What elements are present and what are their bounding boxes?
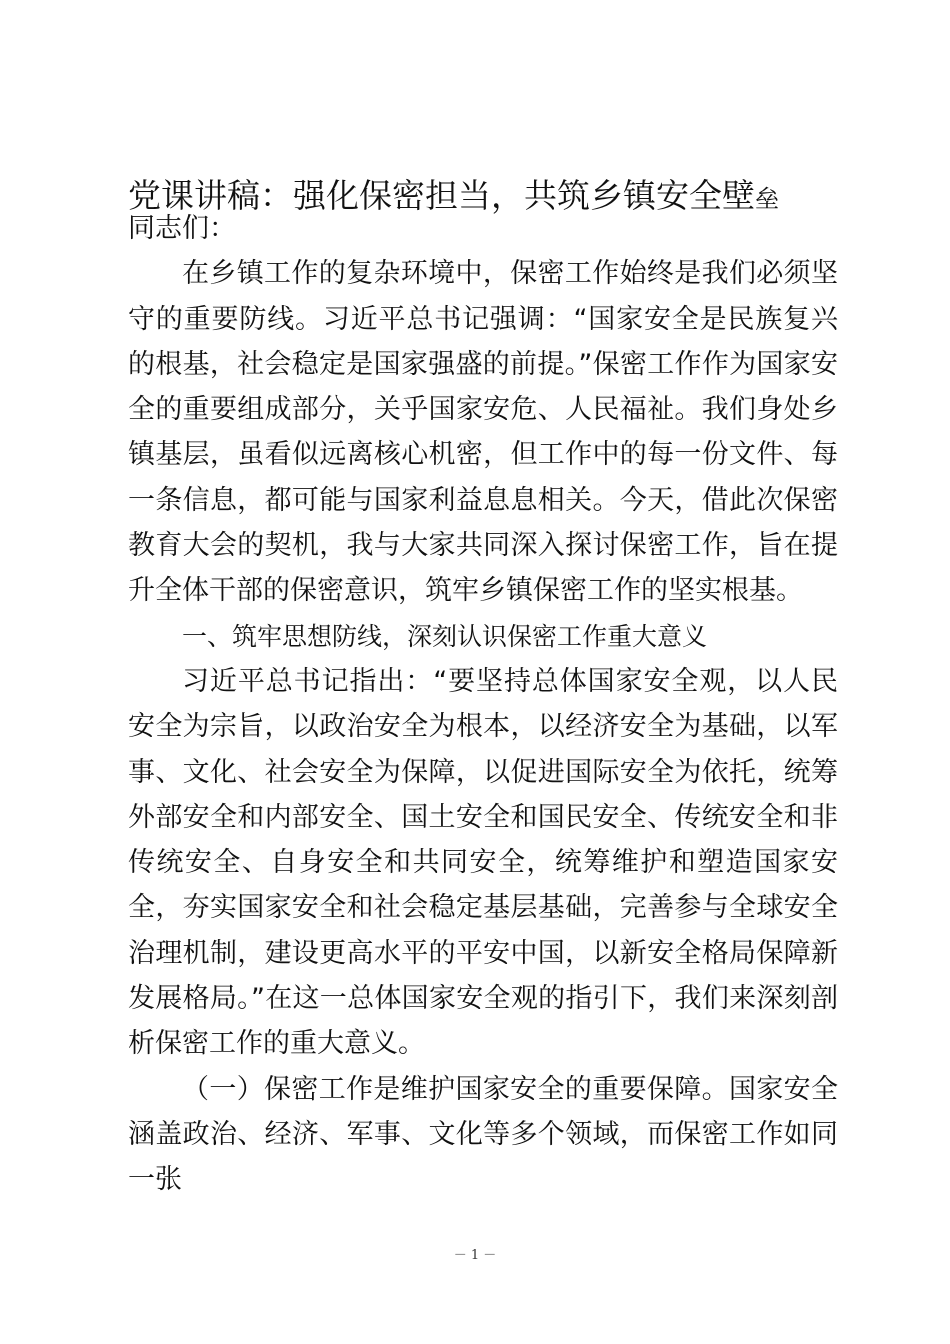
paragraph-subsection-1: （一）保密工作是维护国家安全的重要保障。国家安全涵盖政治、经济、军事、文化等多个领域，而保密工作如同一张 (128, 1073, 838, 1196)
greeting: 同志们： (128, 213, 236, 244)
paragraph-quote: 习近平总书记指出：“要坚持总体国家安全观，以人民安全为宗旨，以政治安全为根本，以经济安全为基础，以军事、文化、社会安全为保障，以促进国际安全为依托，统筹外部安全和内部安全、国土安全和国民安全、传统安全和非传统安全、自身安全和共同安全，统筹维护和塑造国家安全，夯实国家安全和社会稳定基层基础，完善参与全球安全治理机制，建设更高水平的平安中国，以新安全格局保障新发展格局。”在这一总体国家安全观的指引下，我们来深刻剖析保密工作的重大意义。 (128, 665, 838, 1060)
paragraph-intro: 在乡镇工作的复杂环境中，保密工作始终是我们必须坚守的重要防线。习近平总书记强调：“国家安全是民族复兴的根基，社会稳定是国家强盛的前提。”保密工作作为国家安全的重要组成部分，关乎国家安危、人民福祉。我们身处乡镇基层，虽看似远离核心机密，但工作中的每一份文件、每一条信息，都可能与国家利益息息相关。今天，借此次保密教育大会的契机，我与大家共同深入探讨保密工作，旨在提升全体干部的保密意识，筑牢乡镇保密工作的坚实根基。 (128, 258, 838, 607)
document-body (128, 206, 838, 1203)
title-tail: 垒 (755, 185, 779, 213)
section-heading-1: 一、筑牢思想防线，深刻认识保密工作重大意义 (182, 621, 708, 651)
title-main: 党课讲稿：强化保密担当，共筑乡镇安全壁 (128, 176, 755, 215)
page-number: － 1 － (453, 1248, 497, 1263)
